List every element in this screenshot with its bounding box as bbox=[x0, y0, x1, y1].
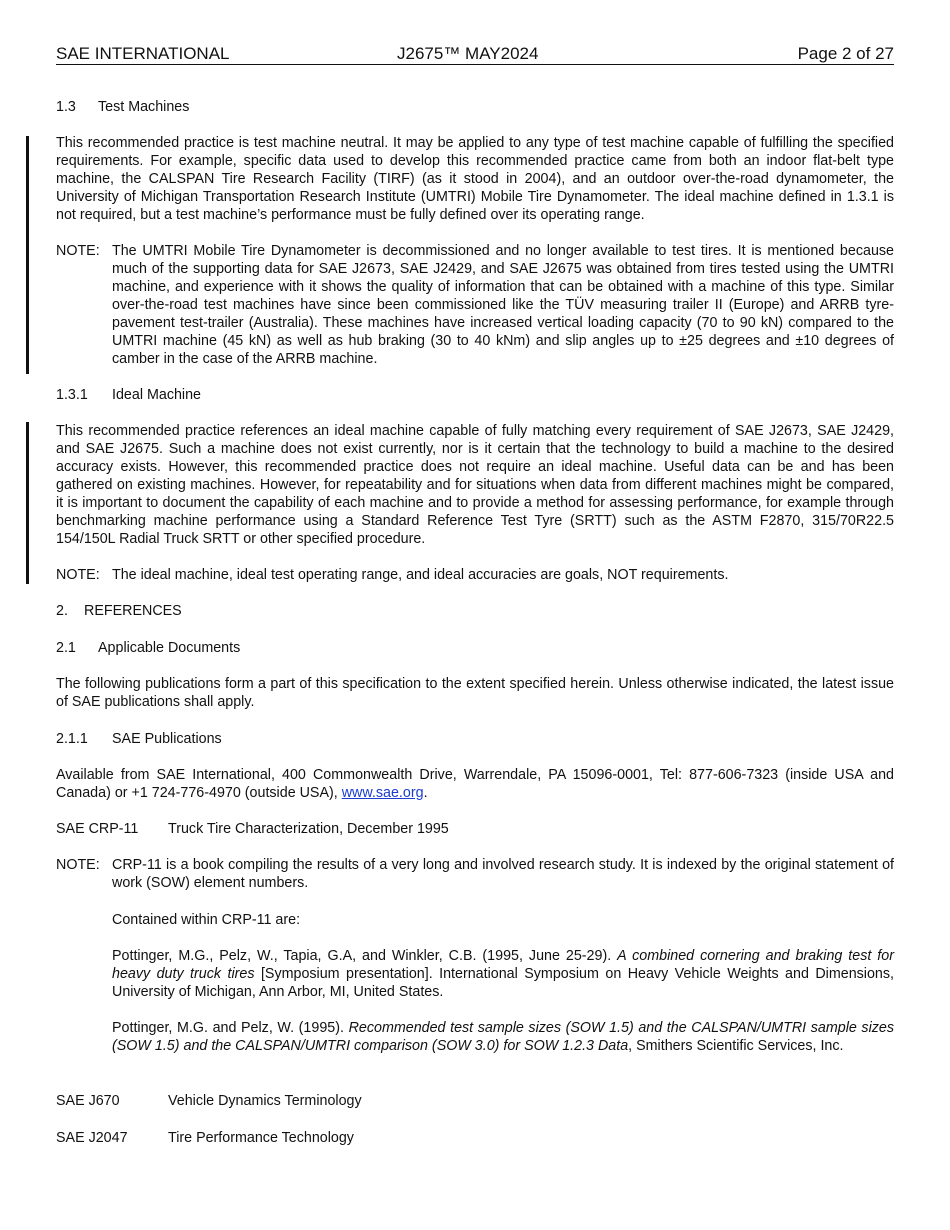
note-text: The ideal machine, ideal test operating range, and ideal accuracies are goals, NOT requirements. bbox=[112, 567, 729, 583]
contained-within-label: Contained within CRP-11 are: bbox=[112, 912, 301, 928]
note-text: CRP-11 is a book compiling the results of a very long and involved research study. It is indexed by the original statement of work (SOW) element numbers. bbox=[112, 857, 894, 891]
page-header bbox=[56, 44, 894, 65]
header-page-number: Page 2 of 27 bbox=[797, 44, 894, 63]
reference-title: Truck Tire Characterization, December 1995 bbox=[168, 821, 449, 837]
paragraph-sae-availability bbox=[56, 766, 894, 802]
reference-title: Vehicle Dynamics Terminology bbox=[168, 1093, 362, 1109]
note-umtri bbox=[56, 242, 894, 368]
availability-end: . bbox=[423, 785, 428, 801]
section-title: REFERENCES bbox=[84, 603, 182, 619]
citation-pottinger-1 bbox=[112, 947, 894, 1001]
section-number: 2. bbox=[56, 603, 68, 619]
reference-j670 bbox=[56, 1092, 894, 1110]
section-number: 1.3.1 bbox=[56, 387, 88, 403]
citation-source: [Symposium presentation]. International Symposium on Heavy Vehicle Weights and Dimensions, University of Michigan, Ann Arbor, MI, United States. bbox=[112, 966, 894, 1000]
section-heading-2-1-1 bbox=[56, 730, 894, 748]
reference-code: SAE CRP-11 bbox=[56, 821, 139, 837]
section-title: Ideal Machine bbox=[112, 387, 202, 403]
reference-code: SAE J670 bbox=[56, 1093, 120, 1109]
reference-j2047 bbox=[56, 1129, 894, 1147]
change-bar bbox=[26, 136, 29, 374]
note-label: NOTE: bbox=[56, 243, 100, 259]
section-title: SAE Publications bbox=[112, 731, 222, 747]
section-heading-1-3-1 bbox=[56, 386, 894, 404]
citation-title: A combined cornering and braking test for heavy duty truck tires bbox=[112, 948, 894, 982]
citation-authors: Pottinger, M.G., Pelz, W., Tapia, G.A, and Winkler, C.B. (1995, June 25-29). bbox=[112, 948, 618, 964]
section-title: Test Machines bbox=[98, 99, 190, 115]
availability-text: Available from SAE International, 400 Commonwealth Drive, Warrendale, PA 15096-0001, Tel: 877-606-7323 (inside USA and Canada) or +1 724-776-4970 (outside USA), bbox=[56, 767, 894, 801]
section-heading-2-1 bbox=[56, 639, 894, 657]
header-org: SAE INTERNATIONAL bbox=[56, 44, 230, 63]
citation-source: , Smithers Scientific Services, Inc. bbox=[628, 1038, 844, 1054]
section-number: 2.1 bbox=[56, 640, 76, 656]
reference-crp-11 bbox=[56, 820, 894, 838]
citation-authors: Pottinger, M.G. and Pelz, W. (1995). bbox=[112, 1020, 349, 1036]
note-label: NOTE: bbox=[56, 857, 100, 873]
reference-code: SAE J2047 bbox=[56, 1130, 128, 1146]
citation-title: Recommended test sample sizes (SOW 1.5) and the CALSPAN/UMTRI sample sizes (SOW 1.5) and the CALSPAN/UMTRI comparison (SOW 3.0) for SOW 1.2.3 Data bbox=[112, 1020, 895, 1054]
section-heading-1-3 bbox=[56, 98, 894, 116]
paragraph-applicable-documents: The following publications form a part of this specification to the extent specified herein. Unless otherwise indicated, the latest issue of SAE publications shall apply. bbox=[56, 676, 894, 710]
sae-website-link[interactable]: www.sae.org bbox=[341, 785, 424, 801]
section-number: 2.1.1 bbox=[56, 731, 88, 747]
note-text: The UMTRI Mobile Tire Dynamometer is decommissioned and no longer available to test tires. It is mentioned because much of the supporting data for SAE J2673, SAE J2429, and SAE J2675 was obtained from tires tested using the UMTRI machine, and experience with it shows the quality of information that can be obtained with a machine of this type. Similar over-the-road test machines have since been commissioned like the TÜV measuring trailer II (Europe) and ARRB tyre-pavement test-trailer (Australia). These machines have increased vertical loading capacity (70 to 90 kN) compared to the UMTRI machine (45 kN) as well as hub braking (30 to 40 kNm) and slip angles up to ±25 degrees and ±10 degrees of camber in the case of the ARRB machine. bbox=[112, 243, 894, 367]
header-doc-id: J2675™ MAY2024 bbox=[397, 44, 539, 63]
note-ideal-goals bbox=[56, 566, 894, 584]
change-bar bbox=[26, 422, 29, 584]
note-label: NOTE: bbox=[56, 567, 100, 583]
note-crp-11 bbox=[56, 856, 894, 892]
section-heading-2 bbox=[56, 602, 894, 620]
section-number: 1.3 bbox=[56, 99, 76, 115]
paragraph-test-machines: This recommended practice is test machine neutral. It may be applied to any type of test machine capable of fulfilling the specified requirements. For example, specific data used to develop this recommended practice came from both an indoor flat-belt type machine, the CALSPAN Tire Research Facility (TIRF) (as it stood in 2004), and an outdoor over-the-road dynamometer, the University of Michigan Transportation Research Institute (UMTRI) Mobile Tire Dynamometer. The ideal machine defined in 1.3.1 is not required, but a test machine’s performance must be fully defined over its operating range. bbox=[56, 135, 894, 223]
section-title: Applicable Documents bbox=[98, 640, 241, 656]
citation-pottinger-2 bbox=[112, 1019, 894, 1055]
paragraph-ideal-machine: This recommended practice references an ideal machine capable of fully matching every requirement of SAE J2673, SAE J2429, and SAE J2675. Such a machine does not exist currently, nor is it certain that the technology to build a machine to the desired accuracy exists. However, this recommended practice does not require an ideal machine. Useful data can be and has been gathered on existing machines. However, for repeatability and for situations when data from different machines might be compared, it is important to document the capability of each machine and to provide a method for assessing performance, for example through benchmarking machine performance using a Standard Reference Test Tyre (SRTT) such as the ASTM F2870, 315/70R22.5 154/150L Radial Truck SRTT or other specified procedure. bbox=[56, 423, 894, 547]
reference-title: Tire Performance Technology bbox=[168, 1130, 354, 1146]
